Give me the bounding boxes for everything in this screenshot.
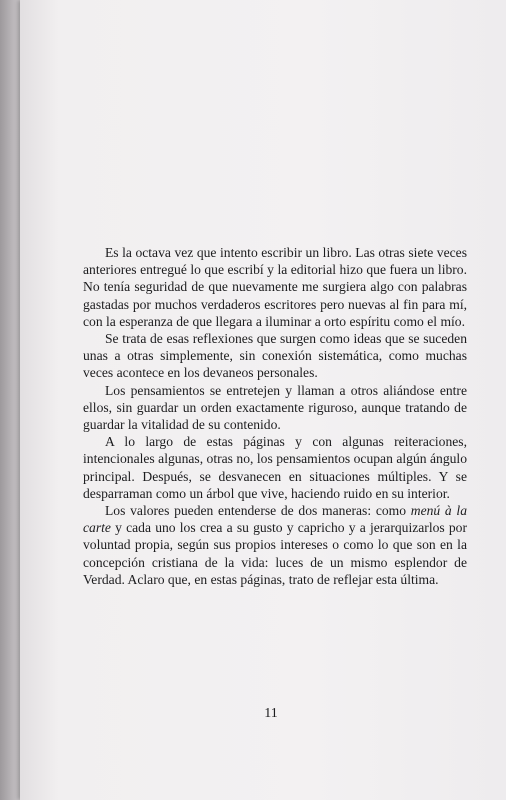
paragraph-4-text: A lo largo de estas páginas y con algunas reiteraciones, intencionales algunas, otras no, los pensamientos ocupan algún ángulo principal. Después, se desvanecen en situaciones múltiples. Y se desparraman como un árbol que vive, haciendo ruido en su interior. [83,434,467,501]
paragraph-3 [83,382,467,434]
paragraph-5-text-b: y cada uno los crea a su gusto y capricho y a jerarquizarlos por voluntad propia, según sus propios intereses o como lo que son en la concepción cristiana de la vida: luces de un mismo esplendor de Verdad. Aclaro que, en estas páginas, trato de reflejar esta última. [83,520,467,587]
paragraph-2 [83,330,467,382]
paragraph-1 [83,244,467,330]
paragraph-5-text-a: Los valores pueden entenderse de dos maneras: como [105,503,411,519]
paragraph-5 [83,502,467,588]
page-number: 11 [264,706,278,721]
paragraph-3-text: Los pensamientos se entretejen y llaman a otros aliándose entre ellos, sin guardar un orden exactamente riguroso, aunque tratando de guardar la vitalidad de su contenido. [83,382,467,433]
paragraph-4 [83,433,467,502]
paragraph-5-italic-phrase: menú à la carte [83,503,467,536]
paragraph-1-text: Es la octava vez que intento escribir un libro. Las otras siete veces anteriores entregué lo que escribí y la editorial hizo que fuera un libro. No tenía seguridad de que nuevamente me surgiera algo con palabras gastadas por muchos verdaderos escritores pero nuevas al fin para mí, con la esperanza de que llegara a iluminar a orto espíritu como el mío. [83,245,467,329]
body-text [83,244,467,588]
paragraph-2-text: Se trata de esas reflexiones que surgen como ideas que se suceden unas a otras simplemente, sin conexión sistemática, como muchas veces acontece en los devaneos personales. [83,331,467,381]
book-page [20,0,506,800]
